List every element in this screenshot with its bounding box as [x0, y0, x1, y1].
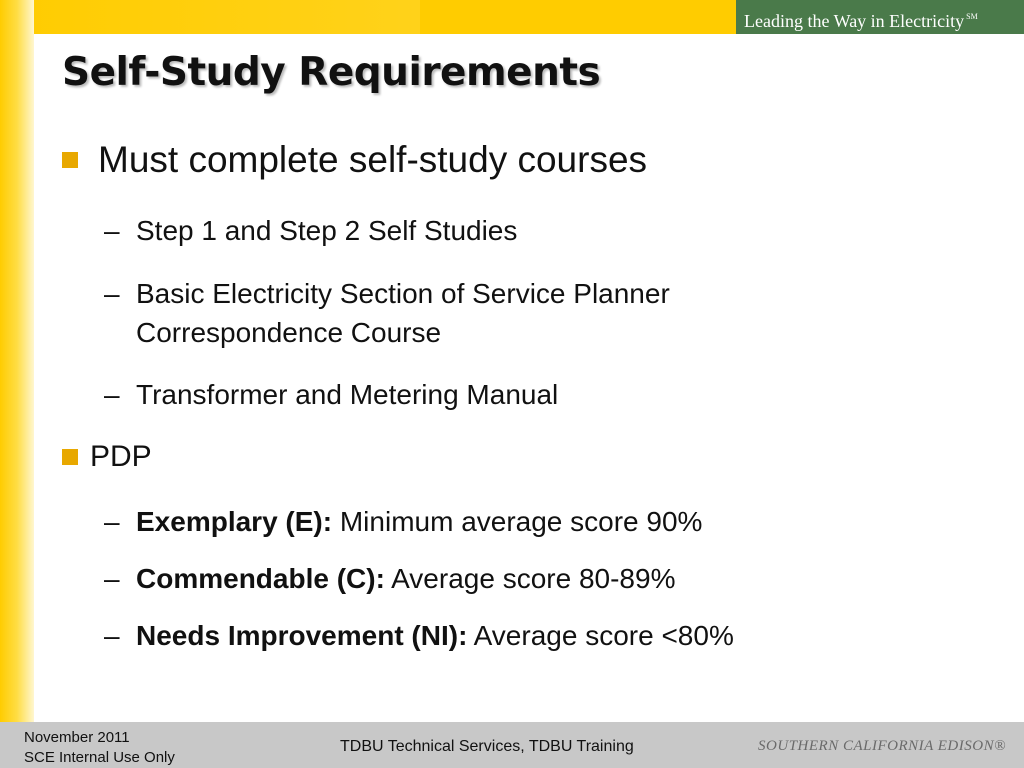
bullet-self-study: [62, 139, 647, 181]
sub-item-exemplary: [104, 502, 702, 541]
footer-company-logo: SOUTHERN CALIFORNIA EDISON®: [758, 738, 1006, 754]
left-accent-band: [0, 0, 34, 722]
bullet-text: PDP: [90, 440, 152, 473]
sub-item-text: [136, 559, 675, 598]
slide-content: [34, 34, 1024, 722]
footer-classification: SCE Internal Use Only: [24, 749, 175, 766]
footer-center-text: TDBU Technical Services, TDBU Training: [340, 738, 634, 755]
bullet-square-icon: [62, 152, 78, 168]
brand-tagline: [736, 0, 1024, 34]
sub-item-basic-electricity: [104, 274, 670, 352]
dash-marker: –: [104, 620, 120, 651]
sub-item-text: [136, 502, 702, 541]
sub-item-text: [136, 274, 670, 352]
sub-item-text: Step 1 and Step 2 Self Studies: [136, 215, 518, 246]
sub-item-needs-improvement: [104, 616, 734, 655]
dash-marker: –: [104, 379, 120, 410]
bullet-text: Must complete self-study courses: [98, 139, 648, 180]
dash-marker: –: [104, 506, 120, 537]
dash-marker: –: [104, 278, 120, 309]
sub-item-line-2: Correspondence Course: [136, 317, 442, 348]
dash-marker: –: [104, 215, 120, 246]
footer-left: [24, 728, 175, 768]
sub-item-line-1: Basic Electricity Section of Service Planner: [136, 278, 670, 309]
bullet-square-icon: [62, 449, 78, 465]
sub-item-commendable: [104, 559, 675, 598]
rating-description: Average score <80%: [467, 620, 734, 651]
slide-title: Self-Study Requirements: [62, 50, 601, 95]
rating-label: Exemplary (E):: [136, 506, 333, 537]
rating-description: Average score 80-89%: [384, 563, 676, 594]
sub-item-step-studies: [104, 211, 517, 250]
rating-label: Commendable (C):: [136, 563, 385, 594]
bullet-pdp: [62, 440, 152, 474]
top-accent-glow: [0, 0, 420, 34]
sub-item-text: [136, 616, 734, 655]
rating-label: Needs Improvement (NI):: [136, 620, 468, 651]
slide-footer: [0, 722, 1024, 768]
service-mark: SM: [966, 12, 978, 21]
sub-item-transformer-manual: [104, 375, 558, 414]
rating-description: Minimum average score 90%: [332, 506, 703, 537]
footer-date: November 2011: [24, 729, 130, 746]
dash-marker: –: [104, 563, 120, 594]
sub-item-text: Transformer and Metering Manual: [136, 379, 559, 410]
brand-tagline-text: Leading the Way in Electricity: [744, 11, 965, 31]
